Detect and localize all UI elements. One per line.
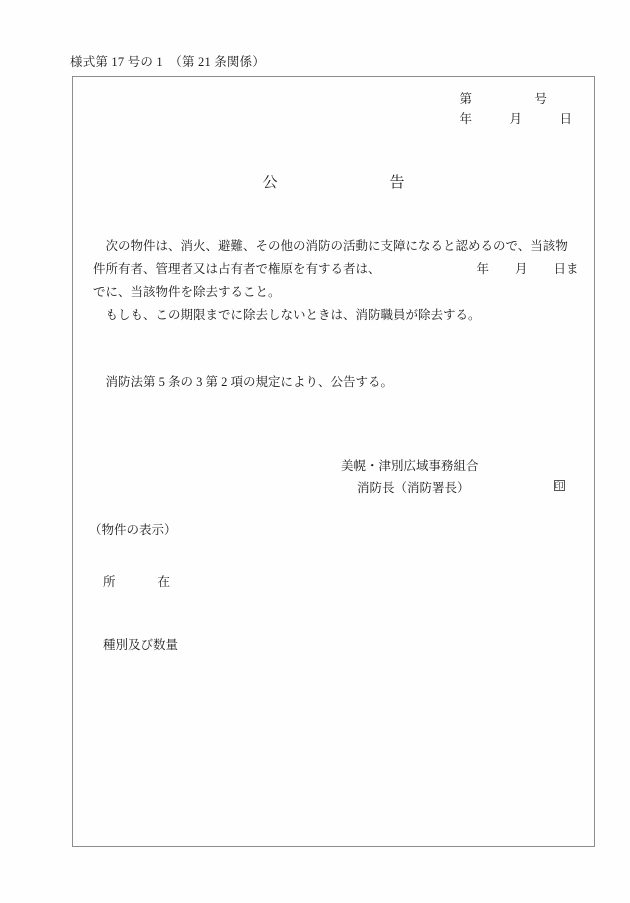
seal-icon: 印	[554, 481, 564, 491]
document-date-line: 年 月 日	[459, 112, 572, 126]
body-paragraph-1-part-2: 日までに、当該物件を除去すること。	[93, 262, 579, 299]
property-section-heading: （物件の表示）	[89, 523, 177, 537]
property-location-row	[103, 572, 170, 590]
document-frame	[72, 76, 595, 847]
document-title	[73, 171, 594, 192]
document-number-line: 第 号	[459, 92, 547, 106]
legal-reference-paragraph: 消防法第 5 条の 3 第 2 項の規定により、公告する。	[93, 375, 394, 389]
body-paragraph-1-part-1: 次の物件は、消火、避難、その他の消防の活動に支障になると認めるので、当該物件所有者、管理者又は占有者で権原を有する者は、	[93, 239, 568, 276]
title-char-koku2: 告	[389, 175, 405, 191]
property-type-quantity-label: 種別及び数量	[103, 638, 179, 652]
issuer-chief-line	[341, 477, 565, 499]
property-location-label-char-2: 在	[157, 575, 171, 589]
body-paragraph-1	[93, 235, 580, 304]
date-year-label: 年	[476, 262, 490, 276]
form-number-heading: 様式第 17 号の 1 （第 21 条関係）	[70, 55, 266, 69]
property-location-label-char-1: 所	[103, 575, 116, 589]
issuer-organization: 美幌・津別広域事務組合	[341, 459, 479, 473]
document-meta-block	[459, 89, 572, 129]
property-type-quantity-row	[103, 635, 178, 653]
body-text-block	[93, 235, 580, 327]
title-char-koku: 公	[262, 175, 278, 191]
date-month-label: 月	[515, 262, 528, 276]
body-paragraph-2: もしも、この期限までに除去しないときは、消防職員が除去する。	[93, 308, 481, 322]
legal-reference-block	[93, 371, 580, 394]
issuer-chief-title: 消防長（消防署長）	[357, 481, 470, 495]
issuer-block	[341, 455, 565, 499]
